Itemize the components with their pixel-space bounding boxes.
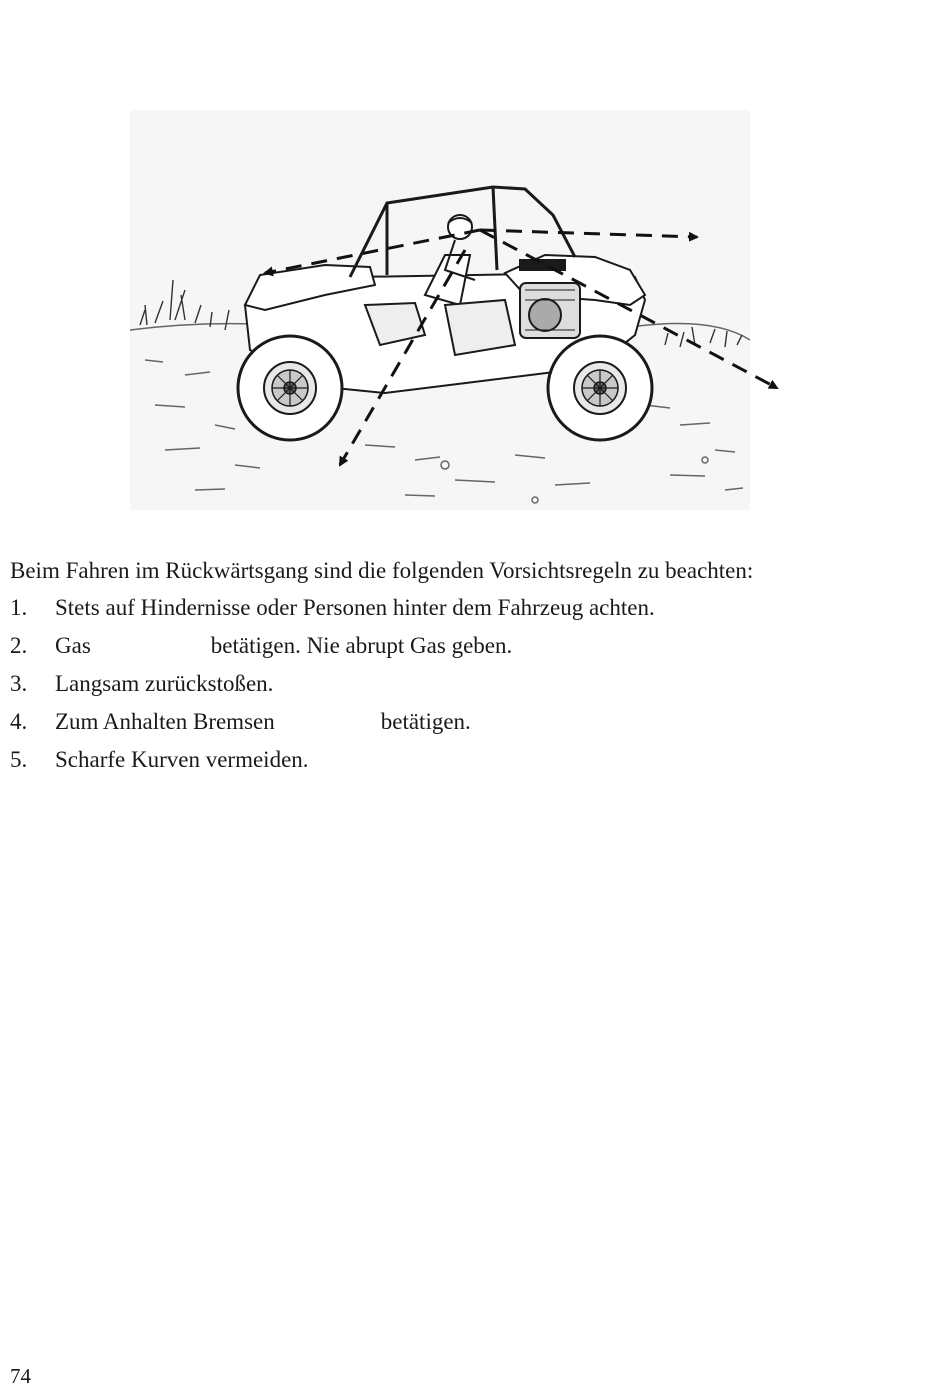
list-item — [10, 669, 655, 707]
list-item — [10, 745, 655, 783]
list-item — [10, 707, 655, 745]
utv-reversing-illustration — [125, 105, 795, 515]
list-item-text-start: Gas — [55, 633, 91, 658]
intro-text: Beim Fahren im Rückwärtsgang sind die folgenden Vorsichtsregeln zu beachten: — [10, 558, 754, 583]
rear-wheel — [238, 336, 342, 440]
list-item — [10, 593, 655, 631]
list-item-number: 1. — [10, 595, 28, 620]
list-item-number: 3. — [10, 671, 28, 696]
list-item-text-start: Zum Anhalten Bremsen — [55, 709, 275, 734]
front-wheel — [548, 336, 652, 440]
list-item-text: Scharfe Kurven vermeiden. — [55, 747, 309, 772]
page-number: 74 — [10, 1364, 31, 1388]
list-item-text-end: betätigen. Nie abrupt Gas geben. — [210, 633, 513, 658]
precaution-list — [10, 593, 655, 783]
list-item-number: 5. — [10, 747, 28, 772]
list-item — [10, 631, 655, 669]
list-item-text-end: betätigen. — [380, 709, 471, 734]
list-item-text: Stets auf Hindernisse oder Personen hinter dem Fahrzeug achten. — [55, 595, 655, 620]
list-item-number: 2. — [10, 633, 28, 658]
list-item-text: Langsam zurückstoßen. — [55, 671, 274, 696]
list-item-number: 4. — [10, 709, 28, 734]
